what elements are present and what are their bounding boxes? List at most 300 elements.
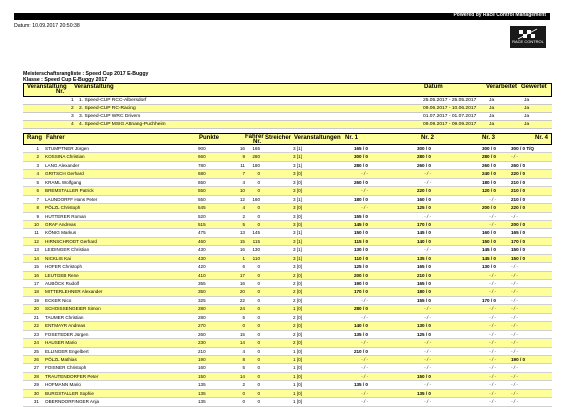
fahrer-cell: LANG Alexander xyxy=(45,162,80,168)
result-r4-cell: - / - xyxy=(511,281,518,286)
result-r4-cell: - / - xyxy=(511,399,518,405)
fahrer-cell: LEUTGEB Rene xyxy=(45,272,79,278)
table-row xyxy=(23,229,552,237)
veranstaltungen-cell: 3 [1] xyxy=(293,255,302,261)
result-r1-cell: 110 / 0 xyxy=(354,255,368,261)
header-veranstaltungen: Veranstaltungen xyxy=(294,135,341,141)
event-name: 1. Speed-CUP RCC-Albersdorf xyxy=(79,97,147,103)
table-row xyxy=(23,170,552,178)
fahrer-cell: GRITSCH Gerhard xyxy=(45,171,84,177)
table-row xyxy=(23,263,552,271)
veranstaltungen-cell: 2 [0] xyxy=(293,323,302,329)
punkte-cell: 680 xyxy=(198,171,206,177)
streicher-cell: 0 xyxy=(257,213,260,219)
result-r1-cell: 135 / 0 xyxy=(353,331,368,337)
event-gewertet: Ja xyxy=(524,121,530,127)
result-r2-cell: 125 / 0 xyxy=(416,331,431,337)
championship-title: Meisterschaftsrangliste : Speed Cup 2017 E-Buggy xyxy=(23,71,149,77)
table-row xyxy=(23,246,552,254)
rang-cell: 16 xyxy=(33,272,39,278)
result-r2-cell: - / - xyxy=(424,314,431,320)
punkte-cell: 475 xyxy=(198,230,206,236)
standings-header xyxy=(23,133,552,145)
veranstaltungen-cell: 2 [0] xyxy=(293,272,302,278)
streicher-cell: 0 xyxy=(257,382,260,388)
event-verarbeitet: Ja xyxy=(489,105,495,111)
fahrer-cell: BREMSTALLER Patrick xyxy=(45,188,94,194)
events-header xyxy=(23,83,552,97)
punkte-cell: 515 xyxy=(198,221,206,227)
veranstaltungen-cell: 2 [0] xyxy=(293,281,302,286)
result-r2-cell: - / - xyxy=(424,382,431,388)
fahrer-nr-cell: 16 xyxy=(239,281,245,286)
streicher-cell: 0 xyxy=(257,340,260,346)
veranstaltungen-cell: 2 [0] xyxy=(293,289,302,295)
table-row xyxy=(23,255,552,263)
result-r3-cell: - / - xyxy=(489,331,496,337)
rang-cell: 14 xyxy=(33,255,39,261)
result-r1-cell: 200 / 0 xyxy=(353,272,368,278)
rang-cell: 30 xyxy=(33,390,39,396)
fahrer-cell: GRAF Andreas xyxy=(45,221,76,227)
race-control-logo xyxy=(510,26,546,48)
header-bar xyxy=(14,13,550,20)
result-r3-cell: 280 / 0 xyxy=(481,154,496,160)
result-r3-cell: - / - xyxy=(489,373,496,379)
result-r2-cell: 170 / 0 xyxy=(416,221,431,227)
result-r1-cell: - / - xyxy=(361,188,368,194)
streicher-cell: 0 xyxy=(257,323,260,329)
veranstaltungen-cell: 1 [0] xyxy=(293,390,302,396)
result-r1-cell: - / - xyxy=(361,314,368,320)
table-row xyxy=(23,280,552,288)
fahrer-nr-cell: 4 xyxy=(242,179,245,185)
streicher-cell: 180 xyxy=(252,162,260,168)
result-r1-cell: - / - xyxy=(361,365,368,371)
result-r4-cell: 260 / 0 xyxy=(511,162,526,168)
event-datum: 25.05.2017 - 25.05.2017 xyxy=(423,97,477,103)
streicher-cell: 0 xyxy=(257,348,260,354)
result-r2-cell: 280 / 0 xyxy=(416,154,431,160)
table-row xyxy=(23,221,552,229)
veranstaltungen-cell: 1 [0] xyxy=(293,356,302,362)
punkte-cell: 350 xyxy=(198,289,206,295)
result-r1-cell: 280 / 0 xyxy=(353,162,368,168)
result-r1-cell: 180 / 0 xyxy=(353,196,368,202)
result-r2-cell: 155 / 0 xyxy=(416,297,431,303)
event-gewertet: Ja xyxy=(524,97,530,103)
rang-cell: 18 xyxy=(33,289,39,295)
result-r3-cell: - / - xyxy=(489,323,496,329)
fahrer-nr-cell: 4 xyxy=(242,348,245,354)
header-rang: Rang xyxy=(27,135,42,141)
punkte-cell: 150 xyxy=(198,373,206,379)
streicher-cell: 0 xyxy=(257,373,260,379)
fahrer-nr-cell: 5 xyxy=(242,221,245,227)
veranstaltungen-cell: 2 [0] xyxy=(293,331,302,337)
event-verarbeitet: Ja xyxy=(489,113,495,119)
fahrer-nr-cell: 2 xyxy=(242,213,245,219)
fahrer-cell: ENTMAYR Andreas xyxy=(45,323,86,329)
datum-value: 10.09.2017 20:50:38 xyxy=(32,23,80,29)
datum-line xyxy=(14,23,80,29)
streicher-cell: 280 xyxy=(252,154,260,160)
fahrer-cell: BURGSTALLER Sophie xyxy=(45,390,94,396)
table-row xyxy=(23,162,552,170)
fahrer-cell: PÖLZL Mathias xyxy=(45,356,77,362)
rang-cell: 3 xyxy=(36,162,39,168)
fahrer-cell: ELLINGER Engelbert xyxy=(45,348,89,354)
veranstaltungen-cell: 3 [1] xyxy=(293,247,302,253)
result-r4-cell: - / - xyxy=(511,348,518,354)
event-name: 2. Speed-CUP RC-Racing xyxy=(79,105,136,111)
veranstaltungen-cell: 3 [1] xyxy=(293,196,302,202)
fahrer-nr-cell: 11 xyxy=(240,162,245,168)
fahrer-nr-cell: 0 xyxy=(242,399,245,405)
veranstaltungen-cell: 3 [1] xyxy=(293,154,302,160)
result-r3-cell: 120 / 0 xyxy=(481,188,496,194)
header-fahrer-nr xyxy=(245,135,264,145)
standings-table xyxy=(23,133,552,407)
table-row xyxy=(23,297,552,305)
punkte-cell: 270 xyxy=(198,323,206,329)
result-r3-cell: - / - xyxy=(489,314,496,320)
streicher-cell: 0 xyxy=(257,390,260,396)
punkte-cell: 135 xyxy=(198,390,206,396)
table-row xyxy=(23,179,552,187)
result-r2-cell: 180 / 0 xyxy=(416,289,431,295)
result-r3-cell: 300 / 0 xyxy=(481,146,496,151)
rang-cell: 9 xyxy=(36,213,39,219)
veranstaltungen-cell: 2 [0] xyxy=(293,340,302,346)
class-title: Klasse : Speed Cup E-Buggy 2017 xyxy=(23,77,108,83)
rang-cell: 25 xyxy=(33,348,39,354)
rang-cell: 27 xyxy=(33,365,39,371)
table-row xyxy=(23,305,552,313)
result-r2-cell: 150 / 0 xyxy=(416,373,431,379)
result-r2-cell: 260 / 0 xyxy=(416,162,431,168)
fahrer-nr-cell: 6 xyxy=(242,264,245,270)
event-row xyxy=(23,105,552,113)
table-row xyxy=(23,238,552,246)
streicher-cell: 165 xyxy=(252,146,260,151)
result-r4-cell: - / - xyxy=(511,373,518,379)
fahrer-cell: SCHOISSENGEIER Simon xyxy=(45,306,101,312)
result-r1-cell: 135 / 0 xyxy=(353,382,368,388)
result-r2-cell: 135 / 0 xyxy=(416,390,431,396)
result-r1-cell: 115 / 0 xyxy=(354,238,368,244)
result-r3-cell: 145 / 0 xyxy=(481,247,496,253)
fahrer-nr-cell: 1 xyxy=(242,255,245,261)
veranstaltungen-cell: 3 [0] xyxy=(293,188,302,194)
fahrer-cell: AUBÖCK Rudolf xyxy=(45,281,79,286)
rang-cell: 4 xyxy=(36,171,39,177)
result-r1-cell: - / - xyxy=(361,205,368,211)
veranstaltungen-cell: 1 [0] xyxy=(293,382,302,388)
result-r4-cell: - / - xyxy=(511,314,518,320)
table-row xyxy=(23,187,552,195)
result-r4-cell: 170 / 0 xyxy=(511,238,526,244)
streicher-cell: 160 xyxy=(252,196,260,202)
header-nr: Nr. xyxy=(56,89,65,95)
result-r3-cell: - / - xyxy=(489,348,496,354)
result-r1-cell: - / - xyxy=(361,340,368,346)
fahrer-cell: LEIDINGER Christian xyxy=(45,247,90,253)
result-r4-cell: - / - xyxy=(511,340,518,346)
result-r2-cell: - / - xyxy=(424,247,431,253)
result-r2-cell: 125 / 0 xyxy=(416,205,431,211)
streicher-cell: 0 xyxy=(257,171,260,177)
result-r4-cell: 210 / 0 xyxy=(511,179,526,185)
fahrer-nr-cell: 16 xyxy=(239,146,245,151)
result-r3-cell: - / - xyxy=(489,356,496,362)
result-r4-cell: 220 / 0 xyxy=(511,171,526,177)
fahrer-cell: NICKLIS Kai xyxy=(45,255,71,261)
result-r3-cell: - / - xyxy=(489,399,496,405)
rang-cell: 6 xyxy=(36,188,39,194)
result-r1-cell: 150 / 0 xyxy=(353,230,368,236)
fahrer-cell: HUTTERER Roman xyxy=(45,213,87,219)
fahrer-nr-cell: 12 xyxy=(239,196,245,202)
result-r3-cell: 160 / 0 xyxy=(481,230,496,236)
streicher-cell: 0 xyxy=(257,264,260,270)
result-r3-cell: - / - xyxy=(489,281,496,286)
fahrer-nr-cell: 7 xyxy=(242,171,245,177)
fahrer-nr-cell: 20 xyxy=(239,289,245,295)
result-r4-cell: - / - xyxy=(511,390,518,396)
result-r4-cell: 150 / 0 xyxy=(511,247,526,253)
fahrer-cell: PÖLZL Christoph xyxy=(45,205,81,211)
punkte-cell: 420 xyxy=(198,264,206,270)
result-r2-cell: - / - xyxy=(424,171,431,177)
result-r2-cell: 160 / 0 xyxy=(416,196,431,202)
rang-cell: 15 xyxy=(33,264,39,270)
table-row xyxy=(23,373,552,381)
punkte-cell: 520 xyxy=(198,213,206,219)
result-r4-cell: - / - xyxy=(511,331,518,337)
punkte-cell: 260 xyxy=(198,331,206,337)
veranstaltungen-cell: 3 [0] xyxy=(293,264,302,270)
result-r2-cell: - / - xyxy=(424,365,431,371)
streicher-cell: 0 xyxy=(257,179,260,185)
result-r4-cell: 210 / 0 xyxy=(511,196,526,202)
event-datum: 09.09.2017 - 09.09.2017 xyxy=(423,121,477,127)
event-name: 3. Speed-CUP WRC Drivers xyxy=(79,113,141,119)
result-r1-cell: 260 / 0 xyxy=(353,179,368,185)
result-r3-cell: - / - xyxy=(489,196,496,202)
table-row xyxy=(23,381,552,389)
header-veranstaltung: Veranstaltung xyxy=(27,84,67,90)
fahrer-nr-cell: 16 xyxy=(239,247,245,253)
fahrer-cell: OBERNDORFINGER Anja xyxy=(45,399,100,405)
table-row xyxy=(23,204,552,212)
result-r4-cell: - / - xyxy=(511,272,518,278)
result-r3-cell: 240 / 0 xyxy=(481,171,496,177)
result-r1-cell: - / - xyxy=(361,297,368,303)
veranstaltungen-cell: 1 [0] xyxy=(293,348,302,354)
result-r3-cell: - / - xyxy=(489,289,496,295)
result-r3-cell: - / - xyxy=(489,382,496,388)
result-r2-cell: - / - xyxy=(424,340,431,346)
rang-cell: 28 xyxy=(33,373,39,379)
punkte-cell: 135 xyxy=(198,399,206,405)
rang-cell: 11 xyxy=(34,230,39,236)
punkte-cell: 230 xyxy=(198,340,206,346)
table-row xyxy=(23,348,552,356)
event-no: 3 xyxy=(71,113,74,119)
punkte-cell: 650 xyxy=(198,179,206,185)
result-r2-cell: - / - xyxy=(424,399,431,405)
veranstaltungen-cell: 3 [0] xyxy=(293,171,302,177)
event-gewertet: Ja xyxy=(524,113,530,119)
result-r4-cell: - / - xyxy=(511,323,518,329)
fahrer-cell: KRAML Wolfgang xyxy=(45,179,82,185)
fahrer-cell: TAUMER Christian xyxy=(45,314,84,320)
rang-cell: 21 xyxy=(33,314,39,320)
table-row xyxy=(23,364,552,372)
powered-by-text: Powered by Race Control Management xyxy=(453,12,546,18)
header-nr1: Nr. 1 xyxy=(345,135,359,141)
rang-cell: 12 xyxy=(33,238,39,244)
table-row xyxy=(23,288,552,296)
result-r1-cell: - / - xyxy=(361,390,368,396)
header-datum: Datum xyxy=(424,84,443,90)
fahrer-cell: ECKER Nico xyxy=(45,297,72,303)
datum-label: Datum: xyxy=(14,23,31,29)
streicher-cell: 130 xyxy=(252,247,260,253)
veranstaltungen-cell: 1 [0] xyxy=(293,399,302,405)
result-r4-cell: - / - xyxy=(511,213,518,219)
fahrer-nr-cell: 13 xyxy=(239,230,245,236)
result-r3-cell: - / - xyxy=(489,365,496,371)
veranstaltungen-cell: 3 [0] xyxy=(293,205,302,211)
result-r1-cell: 210 / 0 xyxy=(353,348,368,354)
table-row xyxy=(23,356,552,364)
veranstaltungen-cell: 2 [0] xyxy=(293,314,302,320)
result-r1-cell: 140 / 0 xyxy=(353,323,368,329)
result-r3-cell: 145 / 0 xyxy=(481,255,496,261)
fahrer-nr-cell: 17 xyxy=(239,272,245,278)
header-gewertet: Gewertet xyxy=(521,84,547,90)
fahrer-cell: FOISNER Christoph xyxy=(45,365,87,371)
rang-cell: 10 xyxy=(33,221,39,227)
rang-cell: 2 xyxy=(36,154,39,160)
result-r2-cell: 130 / 0 xyxy=(416,323,431,329)
rang-cell: 31 xyxy=(33,399,39,405)
result-r4-cell: 210 / 0 xyxy=(511,188,526,194)
result-r2-cell: 210 / 0 xyxy=(416,272,431,278)
punkte-cell: 190 xyxy=(198,356,206,362)
header-nr2: Nr. 2 xyxy=(421,135,435,141)
result-r4-cell: - / - xyxy=(511,289,518,295)
veranstaltungen-cell: 3 [0] xyxy=(293,221,302,227)
result-r4-cell: 220 / 0 xyxy=(511,205,526,211)
streicher-cell: 0 xyxy=(257,205,260,211)
veranstaltungen-cell: 3 [1] xyxy=(293,162,302,168)
streicher-cell: 0 xyxy=(257,297,260,303)
result-r2-cell: - / - xyxy=(424,348,431,354)
punkte-cell: 280 xyxy=(198,314,206,320)
veranstaltungen-cell: 1 [0] xyxy=(293,373,302,379)
header-fahrer-nr-line1: Fahrer xyxy=(245,134,264,140)
veranstaltungen-cell: 1 [0] xyxy=(293,306,302,312)
event-gewertet: Ja xyxy=(524,105,530,111)
header-punkte: Punkte xyxy=(199,135,220,141)
result-r4-cell: 150 / 0 xyxy=(511,255,526,261)
fahrer-cell: KÖNIG Markus xyxy=(45,230,77,236)
streicher-cell: 0 xyxy=(257,188,260,194)
punkte-cell: 545 xyxy=(198,205,206,211)
punkte-cell: 280 xyxy=(198,306,206,312)
result-r3-cell: - / - xyxy=(489,272,496,278)
rang-cell: 13 xyxy=(33,247,39,253)
streicher-cell: 0 xyxy=(257,399,260,405)
streicher-cell: 0 xyxy=(257,281,260,286)
result-r4-cell: - / - xyxy=(511,306,518,312)
punkte-cell: 430 xyxy=(198,255,206,261)
streicher-cell: 0 xyxy=(257,272,260,278)
result-r1-cell: 280 / 0 xyxy=(353,306,368,312)
rang-cell: 17 xyxy=(33,281,39,286)
punkte-cell: 135 xyxy=(198,382,206,388)
event-no: 1 xyxy=(71,97,74,103)
veranstaltungen-cell: 1 [0] xyxy=(293,365,302,371)
fahrer-nr-cell: 0 xyxy=(242,323,245,329)
rang-cell: 26 xyxy=(33,356,39,362)
result-r3-cell: 180 / 0 xyxy=(481,179,496,185)
result-r4-cell: 300 / 0 T/Q xyxy=(511,146,534,151)
fahrer-cell: MITTERLEHNER Alexander xyxy=(45,289,103,295)
fahrer-nr-cell: 15 xyxy=(239,331,245,337)
event-verarbeitet: Ja xyxy=(489,97,495,103)
result-r3-cell: - / - xyxy=(489,340,496,346)
result-r2-cell: 300 / 0 xyxy=(416,146,431,151)
rang-cell: 19 xyxy=(33,297,39,303)
result-r1-cell: 165 / 0 xyxy=(353,146,368,151)
result-r4-cell: 165 / 0 xyxy=(511,230,526,236)
result-r3-cell: - / - xyxy=(489,213,496,219)
fahrer-nr-cell: 9 xyxy=(242,154,245,160)
events-table xyxy=(23,83,552,129)
streicher-cell: 0 xyxy=(257,365,260,371)
fahrer-cell: HOFER Christoph xyxy=(45,264,83,270)
result-r3-cell: - / - xyxy=(489,221,496,227)
result-r2-cell: 135 / 0 xyxy=(416,255,431,261)
rang-cell: 29 xyxy=(33,382,39,388)
table-row xyxy=(23,153,552,161)
result-r2-cell: - / - xyxy=(424,356,431,362)
fahrer-nr-cell: 2 xyxy=(242,382,245,388)
streicher-cell: 0 xyxy=(257,356,260,362)
result-r4-cell: - / - xyxy=(511,382,518,388)
table-row xyxy=(23,145,552,153)
table-row xyxy=(23,196,552,204)
result-r2-cell: - / - xyxy=(424,179,431,185)
punkte-cell: 660 xyxy=(198,154,206,160)
fahrer-nr-cell: 14 xyxy=(239,373,245,379)
streicher-cell: 0 xyxy=(257,306,260,312)
streicher-cell: 0 xyxy=(257,289,260,295)
result-r3-cell: 170 / 0 xyxy=(481,297,496,303)
event-no: 4 xyxy=(71,121,74,127)
fahrer-cell: HAUSER Mario xyxy=(45,340,77,346)
rang-cell: 22 xyxy=(33,323,39,329)
rang-cell: 8 xyxy=(36,205,39,211)
result-r2-cell: - / - xyxy=(424,213,431,219)
result-r4-cell: - / - xyxy=(511,154,518,160)
result-r2-cell: - / - xyxy=(424,306,431,312)
punkte-cell: 325 xyxy=(198,297,206,303)
